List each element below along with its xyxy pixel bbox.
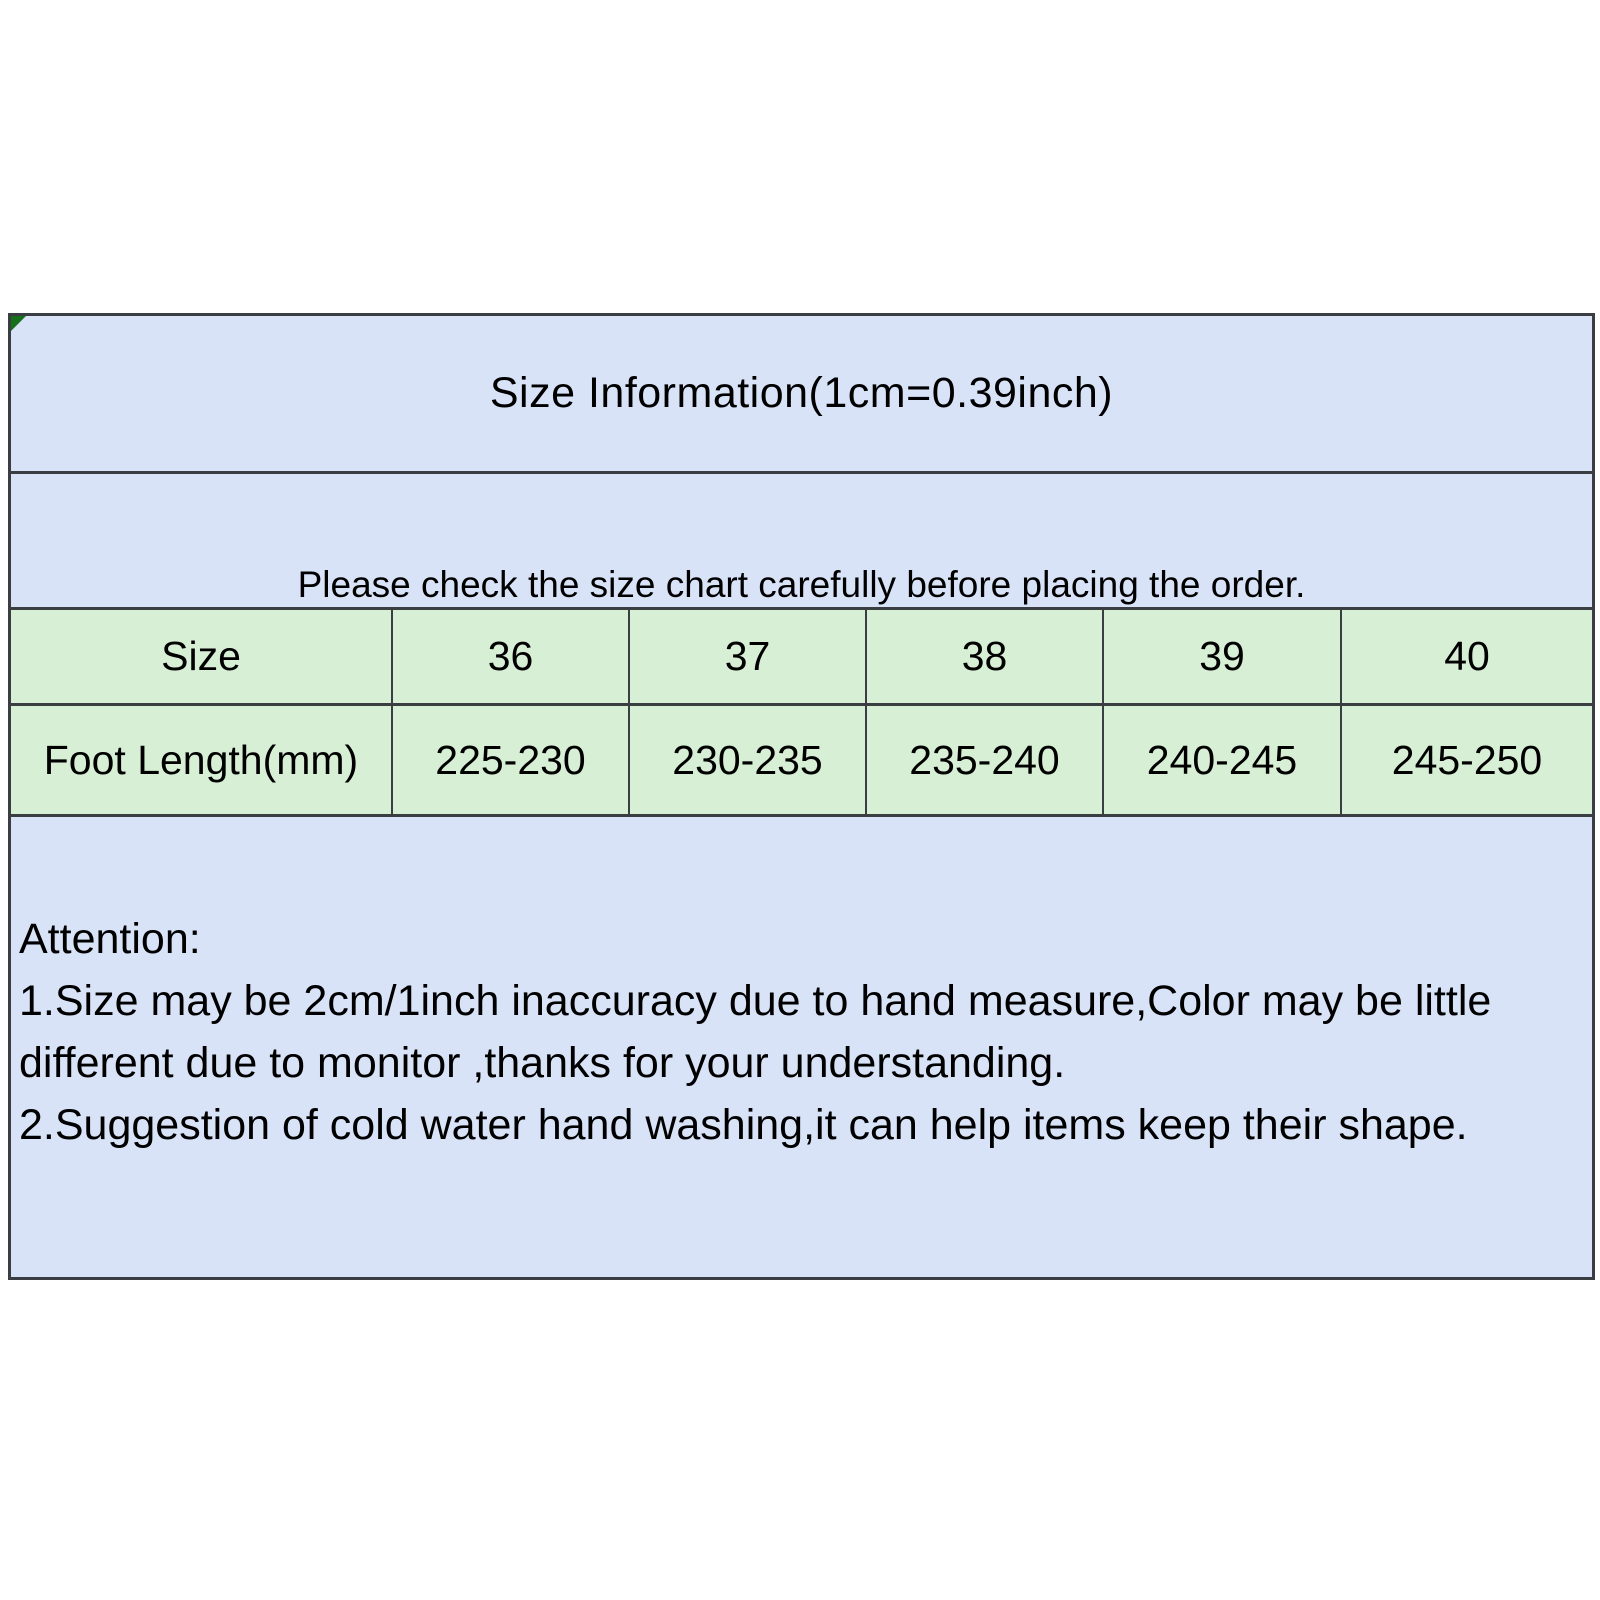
size-value-37: 37 [628,610,865,703]
attention-section [11,817,1592,1277]
size-chart-table [8,313,1595,1280]
attention-note-2: 2.Suggestion of cold water hand washing,it can help items keep their shape. [19,1101,1468,1149]
foot-length-value-39: 240-245 [1102,706,1340,814]
foot-length-value-37: 230-235 [628,706,865,814]
foot-length-value-36: 225-230 [391,706,628,814]
note-text: Please check the size chart carefully before placing the order. [297,564,1306,605]
size-value-36: 36 [391,610,628,703]
corner-marker-triangle [11,316,26,331]
size-row-label: Size [161,633,241,679]
attention-note-1: 1.Size may be 2cm/1inch inaccuracy due to hand measure,Color may be little different due to monitor ,thanks for your understanding. [19,977,1492,1087]
size-value-40: 40 [1340,610,1592,703]
foot-length-row [11,706,1592,817]
foot-length-row-label: Foot Length(mm) [43,736,359,783]
size-value-39: 39 [1102,610,1340,703]
size-header-row [11,610,1592,706]
title-row [11,316,1592,474]
attention-heading: Attention: [19,915,201,963]
foot-length-value-40: 245-250 [1340,706,1592,814]
attention-text-block [11,908,1592,1186]
foot-length-value-38: 235-240 [865,706,1102,814]
size-value-38: 38 [865,610,1102,703]
chart-title: Size Information(1cm=0.39inch) [489,369,1114,417]
note-row [11,474,1592,610]
